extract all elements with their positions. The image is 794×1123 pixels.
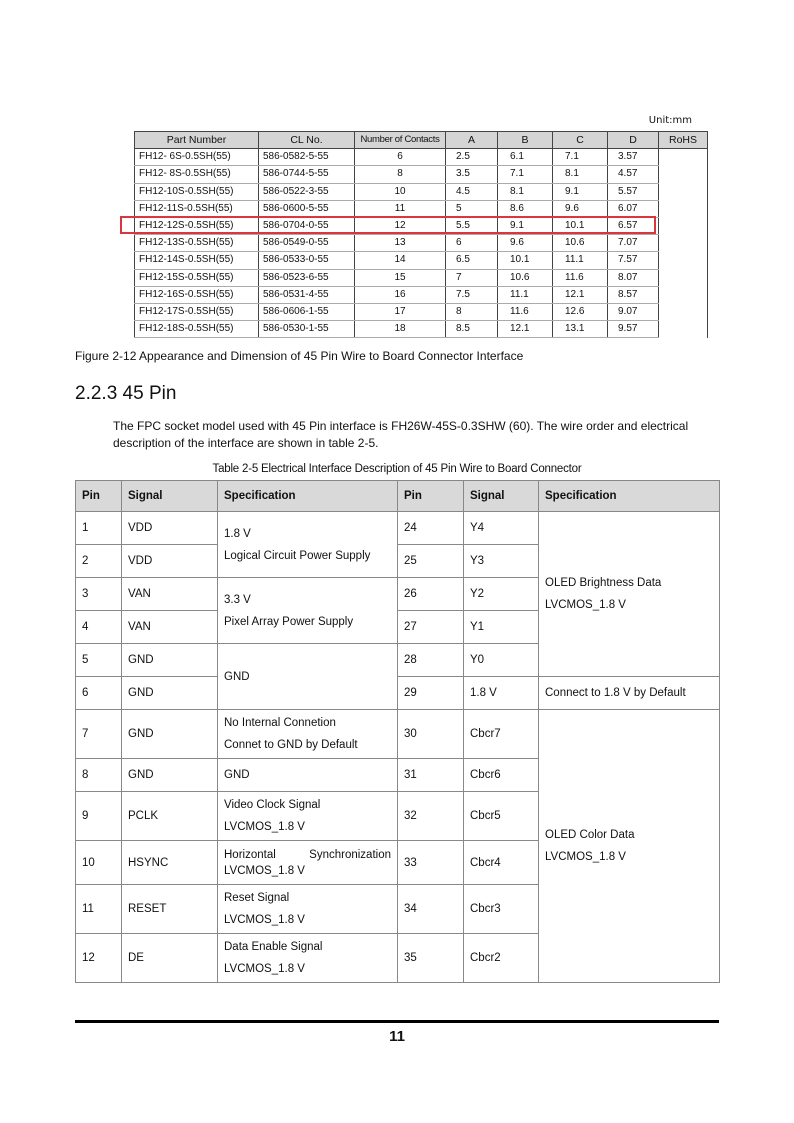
pn-cell-rohs	[659, 321, 708, 338]
pin-cell: 26	[398, 578, 464, 611]
pn-cell: 12.1	[553, 286, 608, 303]
ei-header-signal-left: Signal	[122, 481, 218, 512]
spec-cell-pin7	[218, 710, 398, 759]
ei-header-row	[76, 481, 720, 512]
pn-cell: 586-0522-3-55	[259, 183, 355, 200]
signal-cell: DE	[122, 934, 218, 983]
ei-header-signal-right: Signal	[464, 481, 539, 512]
pn-table-row	[135, 303, 708, 320]
signal-cell: VDD	[122, 545, 218, 578]
pn-cell: 8.5	[446, 321, 498, 338]
spec-cell-pin9	[218, 792, 398, 841]
pn-cell: FH12-15S-0.5SH(55)	[135, 269, 259, 286]
signal-cell: Cbcr4	[464, 841, 539, 885]
pn-header-rohs: RoHS	[659, 132, 708, 149]
pin-cell: 27	[398, 611, 464, 644]
spec-cell-vdd	[218, 512, 398, 578]
pn-cell: 586-0531-4-55	[259, 286, 355, 303]
pn-cell: 6.5	[446, 252, 498, 269]
intro-paragraph: The FPC socket model used with 45 Pin interface is FH26W-45S-0.3SHW (60). The wire order and electrical description of the interface are shown in table 2-5.	[113, 419, 689, 450]
pn-header-d: D	[608, 132, 659, 149]
signal-cell: Cbcr5	[464, 792, 539, 841]
pn-cell: 11.6	[553, 269, 608, 286]
pn-cell: 16	[355, 286, 446, 303]
spec-line: 3.3 V	[224, 593, 251, 606]
signal-cell: PCLK	[122, 792, 218, 841]
pn-cell: 586-0549-0-55	[259, 235, 355, 252]
pn-cell-rohs	[659, 166, 708, 183]
pn-cell: 4.57	[608, 166, 659, 183]
spec-line: Connet to GND by Default	[224, 739, 358, 751]
pn-cell-rohs	[659, 183, 708, 200]
pn-cell: FH12- 8S-0.5SH(55)	[135, 166, 259, 183]
pn-table-row	[135, 269, 708, 286]
signal-cell: HSYNC	[122, 841, 218, 885]
ei-header-pin-right: Pin	[398, 481, 464, 512]
pn-cell: 12.6	[553, 303, 608, 320]
pn-table-row	[135, 321, 708, 338]
pn-cell: 6	[355, 149, 446, 166]
pn-cell: FH12-11S-0.5SH(55)	[135, 200, 259, 217]
pn-cell: 586-0744-5-55	[259, 166, 355, 183]
pn-header-part-number: Part Number	[135, 132, 259, 149]
pn-cell: 11	[355, 200, 446, 217]
pn-cell: 586-0582-5-55	[259, 149, 355, 166]
pin-cell: 30	[398, 710, 464, 759]
spec-cell-gnd: GND	[218, 644, 398, 710]
pin-cell: 10	[76, 841, 122, 885]
pn-table-row	[135, 200, 708, 217]
pn-cell: 586-0704-0-55	[259, 217, 355, 234]
figure-caption: Figure 2-12 Appearance and Dimension of 45 Pin Wire to Board Connector Interface	[75, 349, 524, 363]
pn-cell: 10.1	[498, 252, 553, 269]
pn-table-row	[135, 166, 708, 183]
pn-cell: 6	[446, 235, 498, 252]
spec-line: LVCMOS_1.8 V	[224, 914, 305, 926]
pn-cell: 7.07	[608, 235, 659, 252]
pn-cell: 11.1	[498, 286, 553, 303]
pin-cell: 35	[398, 934, 464, 983]
pin-cell: 31	[398, 759, 464, 792]
pn-cell: 9.07	[608, 303, 659, 320]
pn-cell: 586-0606-1-55	[259, 303, 355, 320]
pin-cell: 34	[398, 885, 464, 934]
signal-cell: GND	[122, 710, 218, 759]
pn-cell: 7.5	[446, 286, 498, 303]
signal-cell: Y0	[464, 644, 539, 677]
pn-cell: 8.1	[553, 166, 608, 183]
pin-cell: 25	[398, 545, 464, 578]
pn-header-b: B	[498, 132, 553, 149]
pn-cell: FH12-18S-0.5SH(55)	[135, 321, 259, 338]
pn-cell: 12.1	[498, 321, 553, 338]
unit-label: Unit:mm	[648, 115, 692, 126]
table-row	[76, 710, 720, 759]
pn-header-contacts: Number of Contacts	[355, 132, 446, 149]
pn-cell: FH12-12S-0.5SH(55)	[135, 217, 259, 234]
pn-cell: 5.5	[446, 217, 498, 234]
pn-cell: 6.07	[608, 200, 659, 217]
pin-cell: 29	[398, 677, 464, 710]
pn-cell: 14	[355, 252, 446, 269]
pn-cell: 10.1	[553, 217, 608, 234]
spec-line: 1.8 V	[224, 527, 251, 540]
signal-cell: VAN	[122, 578, 218, 611]
pn-table-row	[135, 286, 708, 303]
spec-cell-pin29: Connect to 1.8 V by Default	[539, 677, 720, 710]
table-caption: Table 2-5 Electrical Interface Description of 45 Pin Wire to Board Connector	[212, 463, 582, 475]
pn-cell: FH12-14S-0.5SH(55)	[135, 252, 259, 269]
spec-cell-pin11	[218, 885, 398, 934]
part-number-table	[134, 131, 708, 338]
highlight-box-fh12-12s	[120, 216, 656, 234]
pn-cell: 8.6	[498, 200, 553, 217]
pn-cell: 10	[355, 183, 446, 200]
pn-cell: 3.57	[608, 149, 659, 166]
signal-cell: GND	[122, 677, 218, 710]
pn-header-a: A	[446, 132, 498, 149]
pin-cell: 4	[76, 611, 122, 644]
pn-cell: 6.57	[608, 217, 659, 234]
signal-cell: Y1	[464, 611, 539, 644]
table-row	[76, 512, 720, 545]
pn-cell: 4.5	[446, 183, 498, 200]
pn-cell: 13.1	[553, 321, 608, 338]
pn-cell: 15	[355, 269, 446, 286]
pn-cell: 9.57	[608, 321, 659, 338]
pn-table-row	[135, 149, 708, 166]
pn-cell: 9.1	[553, 183, 608, 200]
spec-line: OLED Color Data	[545, 829, 635, 841]
pn-cell: 12	[355, 217, 446, 234]
pn-cell: 8	[446, 303, 498, 320]
pn-cell: 9.6	[553, 200, 608, 217]
pn-cell: FH12-16S-0.5SH(55)	[135, 286, 259, 303]
pn-cell-rohs	[659, 217, 708, 234]
pn-header-row	[135, 132, 708, 149]
pn-cell: 7.1	[553, 149, 608, 166]
pn-header-cl-no: CL No.	[259, 132, 355, 149]
signal-cell: Y2	[464, 578, 539, 611]
electrical-interface-table	[75, 480, 720, 983]
pn-cell: FH12- 6S-0.5SH(55)	[135, 149, 259, 166]
pn-cell: FH12-10S-0.5SH(55)	[135, 183, 259, 200]
pn-cell: 3.5	[446, 166, 498, 183]
pn-cell: 2.5	[446, 149, 498, 166]
pn-cell-rohs	[659, 149, 708, 166]
pn-cell: 586-0533-0-55	[259, 252, 355, 269]
spec-line: LVCMOS_1.8 V	[545, 599, 626, 611]
signal-cell: RESET	[122, 885, 218, 934]
spec-line: Horizontal Synchronization	[224, 848, 391, 861]
ei-header-spec-right: Specification	[539, 481, 720, 512]
pn-table-row	[135, 235, 708, 252]
spec-line: LVCMOS_1.8 V	[224, 963, 305, 975]
pn-cell: FH12-13S-0.5SH(55)	[135, 235, 259, 252]
pn-cell: 9.1	[498, 217, 553, 234]
pn-cell: 8	[355, 166, 446, 183]
pn-cell: 9.6	[498, 235, 553, 252]
pn-cell: 6.1	[498, 149, 553, 166]
ei-header-pin-left: Pin	[76, 481, 122, 512]
spec-cell-pin12	[218, 934, 398, 983]
pn-cell-rohs	[659, 200, 708, 217]
pn-table-row	[135, 252, 708, 269]
pn-cell: 13	[355, 235, 446, 252]
pn-cell: 7.1	[498, 166, 553, 183]
pn-cell: 586-0530-1-55	[259, 321, 355, 338]
pin-cell: 7	[76, 710, 122, 759]
signal-cell: Cbcr6	[464, 759, 539, 792]
pn-table-row	[135, 183, 708, 200]
pin-cell: 28	[398, 644, 464, 677]
spec-line: LVCMOS_1.8 V	[224, 864, 305, 877]
signal-cell: GND	[122, 644, 218, 677]
footer-rule	[75, 1020, 719, 1023]
pn-cell: 8.57	[608, 286, 659, 303]
pin-cell: 1	[76, 512, 122, 545]
spec-line: LVCMOS_1.8 V	[224, 821, 305, 833]
signal-cell: VAN	[122, 611, 218, 644]
pn-cell: 10.6	[553, 235, 608, 252]
signal-cell: Cbcr3	[464, 885, 539, 934]
pin-cell: 8	[76, 759, 122, 792]
pin-cell: 2	[76, 545, 122, 578]
signal-cell: Y4	[464, 512, 539, 545]
signal-cell: Y3	[464, 545, 539, 578]
pn-cell: 5.57	[608, 183, 659, 200]
pn-cell: 18	[355, 321, 446, 338]
spec-line: Reset Signal	[224, 892, 290, 904]
pn-cell: 8.1	[498, 183, 553, 200]
pn-header-c: C	[553, 132, 608, 149]
pin-cell: 3	[76, 578, 122, 611]
spec-line: Data Enable Signal	[224, 941, 323, 953]
pn-cell-rohs	[659, 252, 708, 269]
spec-line: OLED Brightness Data	[545, 577, 662, 589]
pn-cell: FH12-17S-0.5SH(55)	[135, 303, 259, 320]
spec-line: Logical Circuit Power Supply	[224, 549, 371, 562]
spec-cell-pin10	[218, 841, 398, 885]
pn-cell: 10.6	[498, 269, 553, 286]
table-row	[76, 677, 720, 710]
signal-cell: Cbcr7	[464, 710, 539, 759]
pin-cell: 33	[398, 841, 464, 885]
pn-cell: 7	[446, 269, 498, 286]
spec-line: Pixel Array Power Supply	[224, 615, 354, 628]
spec-line: LVCMOS_1.8 V	[545, 851, 626, 863]
spec-cell-pin8: GND	[218, 759, 398, 792]
pin-cell: 32	[398, 792, 464, 841]
pn-cell: 7.57	[608, 252, 659, 269]
pn-cell: 8.07	[608, 269, 659, 286]
pn-cell: 586-0600-5-55	[259, 200, 355, 217]
pn-cell-rohs	[659, 286, 708, 303]
pin-cell: 6	[76, 677, 122, 710]
pn-cell: 586-0523-6-55	[259, 269, 355, 286]
spec-cell-brightness	[539, 512, 720, 677]
pn-cell: 11.1	[553, 252, 608, 269]
spec-cell-van	[218, 578, 398, 644]
signal-cell: 1.8 V	[464, 677, 539, 710]
pn-cell: 17	[355, 303, 446, 320]
page-number: 11	[389, 1028, 405, 1045]
pin-cell: 11	[76, 885, 122, 934]
spec-line: No Internal Connetion	[224, 717, 336, 729]
signal-cell: Cbcr2	[464, 934, 539, 983]
signal-cell: GND	[122, 759, 218, 792]
pin-cell: 24	[398, 512, 464, 545]
spec-cell-color	[539, 710, 720, 983]
pin-cell: 12	[76, 934, 122, 983]
pn-cell: 11.6	[498, 303, 553, 320]
ei-header-spec-left: Specification	[218, 481, 398, 512]
pn-cell-rohs	[659, 269, 708, 286]
signal-cell: VDD	[122, 512, 218, 545]
pn-cell-rohs	[659, 235, 708, 252]
spec-line: Video Clock Signal	[224, 799, 321, 811]
pin-cell: 5	[76, 644, 122, 677]
section-title: 2.2.3 45 Pin	[75, 383, 177, 404]
pn-cell-rohs	[659, 303, 708, 320]
pn-cell: 5	[446, 200, 498, 217]
pin-cell: 9	[76, 792, 122, 841]
